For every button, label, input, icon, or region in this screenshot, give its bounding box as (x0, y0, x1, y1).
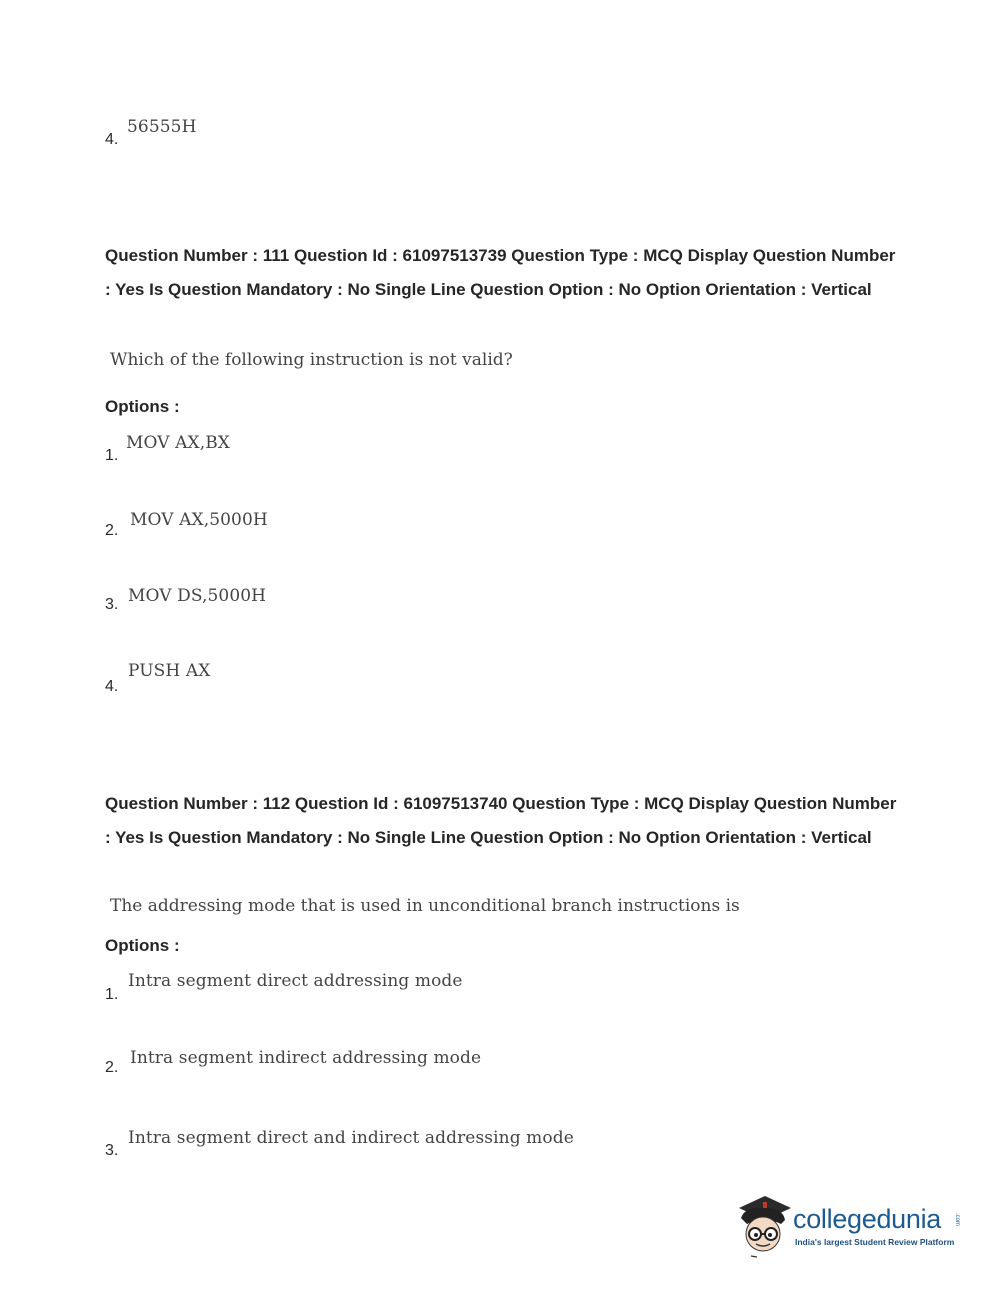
q111-option-2-number: 2. (105, 522, 119, 539)
prev-option-4-number: 4. (105, 131, 119, 148)
q111-option-2-text: MOV AX,5000H (130, 510, 268, 530)
mascot-graduate-icon (735, 1190, 793, 1260)
q111-option-3-number: 3. (105, 596, 119, 613)
brand-name: collegedunia (793, 1204, 942, 1234)
q111-option-3-text: MOV DS,5000H (128, 586, 267, 606)
q112-option-2-text: Intra segment indirect addressing mode (130, 1048, 482, 1068)
q112-option-2-number: 2. (105, 1059, 119, 1076)
q111-option-4-text: PUSH AX (128, 661, 211, 681)
q112-option-3-text: Intra segment direct and indirect addressing mode (128, 1128, 574, 1148)
question-111-options-label: Options : (105, 397, 180, 416)
question-111-header: Question Number : 111 Question Id : 61097513739 Question Type : MCQ Display Question Number : Yes Is Question Mandatory : No Single Line Question Option : No Option Orientation : Vertical (105, 246, 896, 299)
collegedunia-logo (735, 1190, 965, 1260)
question-112-options-label: Options : (105, 936, 180, 955)
q112-option-1-number: 1. (105, 986, 119, 1003)
brand-tagline: India's largest Student Review Platform (795, 1237, 955, 1247)
q112-option-1-text: Intra segment direct addressing mode (128, 971, 463, 991)
prev-option-4-text: 56555H (127, 117, 197, 137)
q111-option-1-text: MOV AX,BX (126, 433, 231, 453)
question-112-text: The addressing mode that is used in unconditional branch instructions is (110, 896, 740, 916)
question-111-text: Which of the following instruction is not valid? (110, 350, 513, 370)
q111-option-1-number: 1. (105, 447, 119, 464)
brand-suffix: .com (954, 1213, 960, 1227)
q112-option-3-number: 3. (105, 1142, 119, 1159)
q111-option-4-number: 4. (105, 678, 119, 695)
question-112-header: Question Number : 112 Question Id : 61097513740 Question Type : MCQ Display Question Number : Yes Is Question Mandatory : No Single Line Question Option : No Option Orientation : Vertical (105, 794, 897, 847)
